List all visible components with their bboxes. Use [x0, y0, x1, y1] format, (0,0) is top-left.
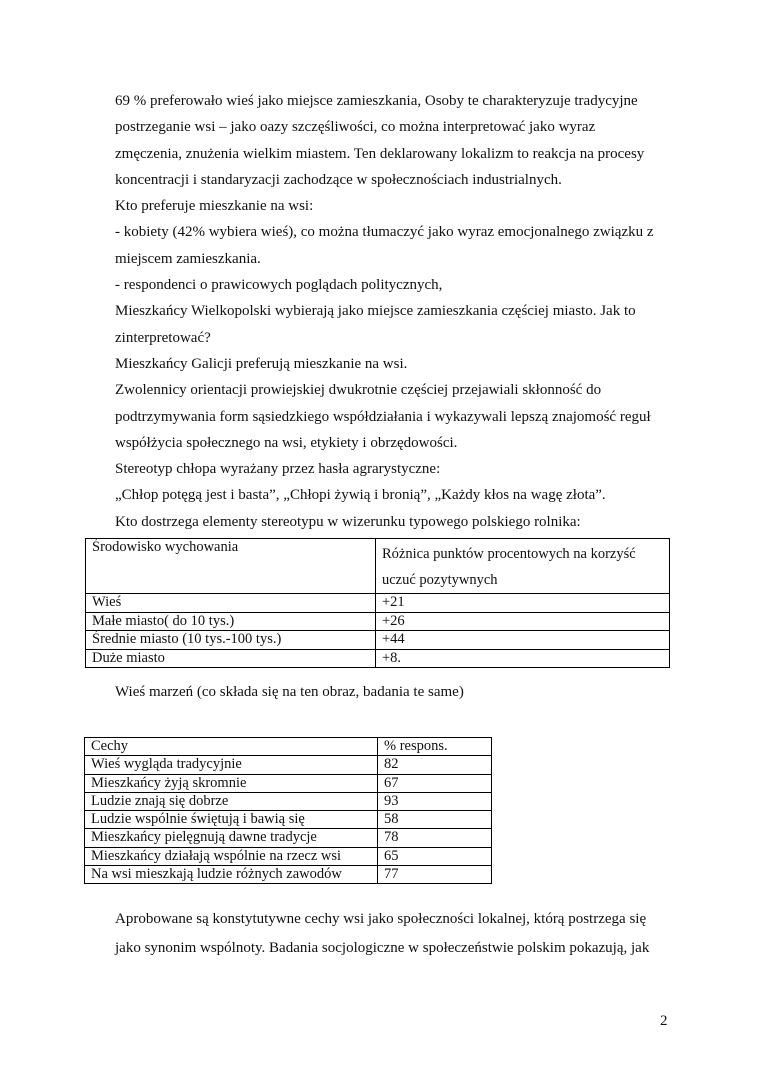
table-upbringing	[85, 538, 670, 668]
table-cell: 78	[378, 829, 492, 847]
table-cell: Na wsi mieszkają ludzie różnych zawodów	[85, 866, 378, 884]
body-line: miejscem zamieszkania.	[115, 250, 261, 267]
body-text	[115, 88, 675, 535]
body-line: - kobiety (42% wybiera wieś), co można tłumaczyć jako wyraz emocjonalnego związku z	[115, 224, 654, 241]
table-header-cell: % respons.	[378, 738, 492, 756]
table-row	[85, 756, 492, 774]
table-row	[85, 847, 492, 865]
table-cell: Wieś	[86, 594, 376, 613]
table-cell: Wieś wygląda tradycyjnie	[85, 756, 378, 774]
body-line: - respondenci o prawicowych poglądach politycznych,	[115, 277, 443, 294]
table-cell: Mieszkańcy pielęgnują dawne tradycje	[85, 829, 378, 847]
table-cell: +44	[376, 631, 670, 650]
body-line: Aprobowane są konstytutywne cechy wsi jako społeczności lokalnej, którą postrzega się	[115, 911, 647, 927]
table-row	[85, 792, 492, 810]
table-row	[85, 866, 492, 884]
body-line: zinterpretować?	[115, 329, 211, 346]
table-header-row	[86, 539, 670, 594]
table-row	[86, 594, 670, 613]
body-line: postrzeganie wsi – jako oazy szczęśliwości, co można interpretować jako wyraz	[115, 119, 596, 136]
table-row	[85, 774, 492, 792]
table-cell: +26	[376, 612, 670, 631]
body-line: „Chłop potęgą jest i basta”, „Chłopi żywią i bronią”, „Każdy kłos na wagę złota”.	[115, 487, 606, 504]
table-cell: 82	[378, 756, 492, 774]
body-line: współżycia społecznego na wsi, etykiety i obrzędowości.	[115, 434, 458, 451]
body-line: Kto preferuje mieszkanie na wsi:	[115, 198, 314, 215]
table-cell: +21	[376, 594, 670, 613]
table-row	[85, 829, 492, 847]
table-cell: Ludzie wspólnie świętują i bawią się	[85, 811, 378, 829]
page-number: 2	[660, 1013, 668, 1029]
table-cell: Duże miasto	[86, 649, 376, 668]
table-row	[86, 612, 670, 631]
body-line: Stereotyp chłopa wyrażany przez hasła agrarystyczne:	[115, 461, 441, 478]
table-cell: 93	[378, 792, 492, 810]
body-line: zmęczenia, znużenia wielkim miastem. Ten deklarowany lokalizm to reakcja na procesy	[115, 145, 645, 162]
body-line: Mieszkańcy Wielkopolski wybierają jako miejsce zamieszkania częściej miasto. Jak to	[115, 303, 636, 320]
table-cell: 77	[378, 866, 492, 884]
table-cell: 65	[378, 847, 492, 865]
table-cell: +8.	[376, 649, 670, 668]
table-cell: Ludzie znają się dobrze	[85, 792, 378, 810]
table-caption: Wieś marzeń (co składa się na ten obraz, badania te same)	[115, 684, 464, 700]
table-cell: Mieszkańcy działają wspólnie na rzecz wsi	[85, 847, 378, 865]
table-header-cell: Cechy	[85, 738, 378, 756]
table-cell: Mieszkańcy żyją skromnie	[85, 774, 378, 792]
body-line: Mieszkańcy Galicji preferują mieszkanie na wsi.	[115, 355, 408, 372]
body-line: podtrzymywania form sąsiedzkiego współdziałania i wykazywali lepszą znajomość reguł	[115, 408, 651, 425]
body-line: Zwolennicy orientacji prowiejskiej dwukrotnie częściej przejawiali skłonność do	[115, 382, 602, 399]
body-line: jako synonim wspólnoty. Badania socjologiczne w społeczeństwie polskim pokazują, jak	[115, 940, 650, 956]
table-cell: 58	[378, 811, 492, 829]
table-cell: Małe miasto( do 10 tys.)	[86, 612, 376, 631]
table-cell: Średnie miasto (10 tys.-100 tys.)	[86, 631, 376, 650]
table-cell: 67	[378, 774, 492, 792]
table-row	[85, 811, 492, 829]
table-header-cell: Różnica punktów procentowych na korzyść uczuć pozytywnych	[376, 539, 670, 594]
body-line: 69 % preferowało wieś jako miejsce zamieszkania, Osoby te charakteryzuje tradycyjne	[115, 93, 638, 109]
table-row	[86, 649, 670, 668]
body-line: koncentracji i standaryzacji zachodzące w społecznościach industrialnych.	[115, 171, 562, 188]
table-header-cell: Środowisko wychowania	[86, 539, 376, 594]
table-dream-village	[84, 737, 492, 884]
table-row	[86, 631, 670, 650]
closing-paragraph	[115, 905, 675, 963]
body-line: Kto dostrzega elementy stereotypu w wizerunku typowego polskiego rolnika:	[115, 513, 581, 530]
table-header-row	[85, 738, 492, 756]
